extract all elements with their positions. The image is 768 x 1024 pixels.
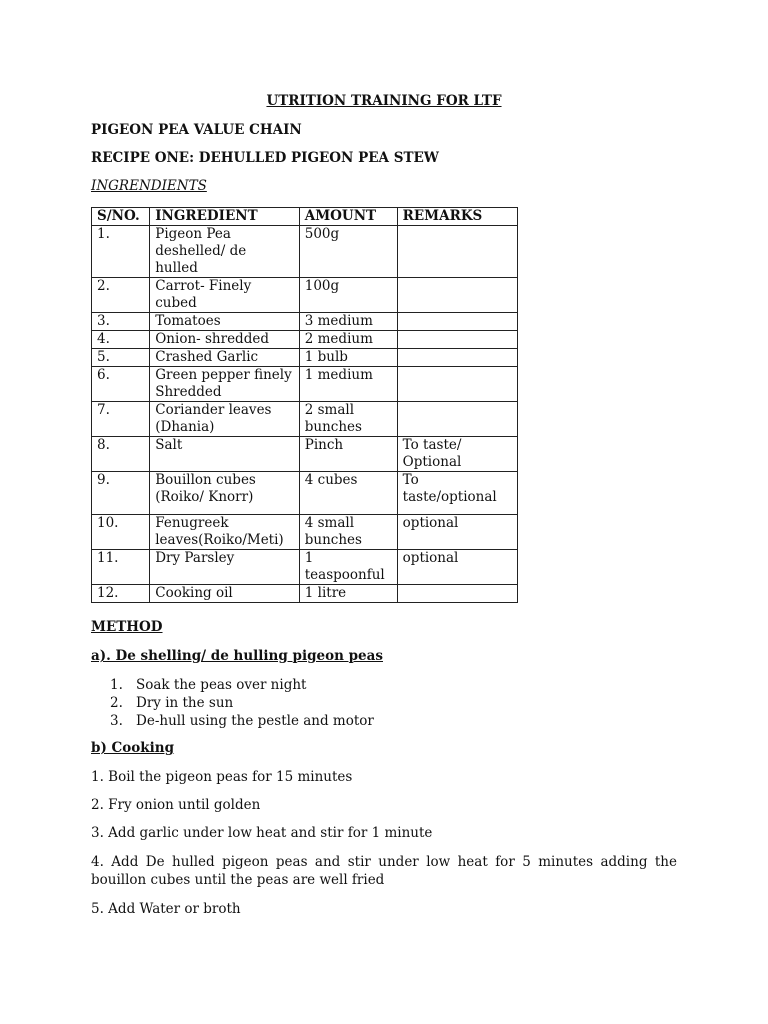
cell-sno: 12. — [92, 585, 150, 603]
header-ingredient: INGREDIENT — [150, 208, 300, 226]
cell-remarks — [397, 331, 517, 349]
cell-ingredient: Green pepper finely Shredded — [150, 367, 300, 402]
cell-ingredient: Fenugreek leaves(Roiko/Meti) — [150, 515, 300, 550]
dehulling-heading: a). De shelling/ de hulling pigeon peas — [91, 648, 383, 664]
cell-sno: 9. — [92, 472, 150, 515]
cell-amount: 500g — [299, 226, 397, 278]
cell-sno: 6. — [92, 367, 150, 402]
table-row — [92, 349, 518, 367]
dehulling-steps — [110, 676, 374, 730]
cell-ingredient: Crashed Garlic — [150, 349, 300, 367]
cooking-step: 3. Add garlic under low heat and stir for 1 minute — [91, 825, 433, 841]
cell-amount: 1 medium — [299, 367, 397, 402]
cell-sno: 5. — [92, 349, 150, 367]
cell-ingredient: Bouillon cubes (Roiko/ Knorr) — [150, 472, 300, 515]
cell-ingredient: Carrot- Finely cubed — [150, 278, 300, 313]
cell-remarks: optional — [397, 550, 517, 585]
list-text: De-hull using the pestle and motor — [136, 713, 374, 729]
cell-amount: 4 small bunches — [299, 515, 397, 550]
cell-amount: 1 teaspoonful — [299, 550, 397, 585]
cell-amount: 100g — [299, 278, 397, 313]
cell-ingredient: Salt — [150, 437, 300, 472]
header-amount: AMOUNT — [299, 208, 397, 226]
cell-remarks — [397, 585, 517, 603]
cell-amount: 3 medium — [299, 313, 397, 331]
list-item — [110, 694, 374, 712]
cell-remarks — [397, 402, 517, 437]
cell-ingredient: Cooking oil — [150, 585, 300, 603]
header-remarks: REMARKS — [397, 208, 517, 226]
cell-ingredient: Onion- shredded — [150, 331, 300, 349]
list-number: 1. — [110, 677, 123, 693]
cooking-step: 2. Fry onion until golden — [91, 797, 261, 813]
list-text: Dry in the sun — [136, 695, 234, 711]
cell-sno: 1. — [92, 226, 150, 278]
cell-amount: 2 small bunches — [299, 402, 397, 437]
table-row — [92, 515, 518, 550]
cell-amount: 1 litre — [299, 585, 397, 603]
cell-remarks — [397, 313, 517, 331]
cell-remarks — [397, 278, 517, 313]
table-header-row — [92, 208, 518, 226]
value-chain-heading: PIGEON PEA VALUE CHAIN — [91, 122, 302, 138]
cell-remarks: To taste/optional — [397, 472, 517, 515]
cell-remarks — [397, 226, 517, 278]
cell-remarks — [397, 367, 517, 402]
table-row — [92, 367, 518, 402]
cell-remarks — [397, 349, 517, 367]
list-text: Soak the peas over night — [136, 677, 307, 693]
cell-amount: 4 cubes — [299, 472, 397, 515]
cell-sno: 4. — [92, 331, 150, 349]
recipe-heading: RECIPE ONE: DEHULLED PIGEON PEA STEW — [91, 150, 439, 166]
cell-remarks: To taste/ Optional — [397, 437, 517, 472]
cell-sno: 3. — [92, 313, 150, 331]
cell-remarks: optional — [397, 515, 517, 550]
list-item — [110, 712, 374, 730]
cell-ingredient: Dry Parsley — [150, 550, 300, 585]
cell-sno: 2. — [92, 278, 150, 313]
cooking-step: 4. Add De hulled pigeon peas and stir under low heat for 5 minutes adding the bouillon cubes until the peas are well fried — [91, 854, 677, 888]
header-sno: S/NO. — [92, 208, 150, 226]
cell-ingredient: Coriander leaves (Dhania) — [150, 402, 300, 437]
list-number: 2. — [110, 695, 123, 711]
cell-amount: 1 bulb — [299, 349, 397, 367]
ingredients-label: INGRENDIENTS — [91, 178, 207, 194]
ingredients-table — [91, 207, 518, 603]
list-item — [110, 676, 374, 694]
cell-sno: 8. — [92, 437, 150, 472]
table-row — [92, 437, 518, 472]
cell-amount: 2 medium — [299, 331, 397, 349]
cell-sno: 7. — [92, 402, 150, 437]
cell-ingredient: Tomatoes — [150, 313, 300, 331]
method-heading: METHOD — [91, 619, 163, 635]
table-row — [92, 331, 518, 349]
table-row — [92, 226, 518, 278]
cooking-step: 5. Add Water or broth — [91, 901, 241, 917]
cell-amount: Pinch — [299, 437, 397, 472]
cell-sno: 10. — [92, 515, 150, 550]
list-number: 3. — [110, 713, 123, 729]
cooking-heading: b) Cooking — [91, 740, 175, 756]
cell-ingredient: Pigeon Pea deshelled/ de hulled — [150, 226, 300, 278]
page-title: UTRITION TRAINING FOR LTF — [266, 93, 502, 109]
table-row — [92, 585, 518, 603]
table-row — [92, 313, 518, 331]
cell-sno: 11. — [92, 550, 150, 585]
table-row — [92, 402, 518, 437]
table-row — [92, 550, 518, 585]
table-row — [92, 472, 518, 515]
cooking-step: 1. Boil the pigeon peas for 15 minutes — [91, 769, 353, 785]
table-row — [92, 278, 518, 313]
